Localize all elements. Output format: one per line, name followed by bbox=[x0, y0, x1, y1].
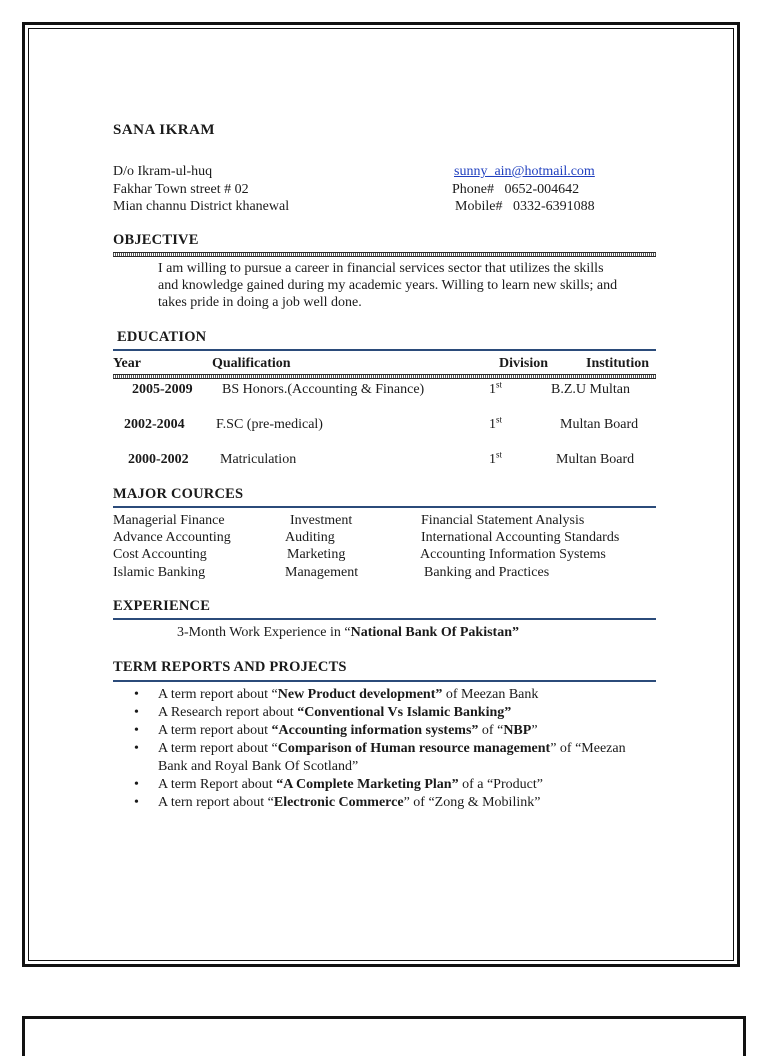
list-item: • A term report about “New Product development” of Meezan Bank bbox=[134, 687, 539, 702]
edu-institution: Multan Board bbox=[556, 452, 635, 467]
col-header-division: Division bbox=[499, 356, 549, 371]
edu-qualification: Matriculation bbox=[220, 452, 297, 467]
phone-label: Phone# bbox=[452, 182, 494, 197]
edu-division: 1st bbox=[489, 449, 503, 467]
experience-rule bbox=[113, 618, 656, 620]
edu-division: 1st bbox=[489, 379, 503, 397]
address-line: D/o Ikram-ul-huq bbox=[113, 164, 213, 179]
edu-qualification: F.SC (pre-medical) bbox=[216, 417, 323, 432]
bullet-icon: • bbox=[134, 741, 139, 756]
col-header-qualification: Qualification bbox=[212, 356, 291, 371]
phone-value: 0652-004642 bbox=[504, 182, 580, 197]
list-item: • A term Report about “A Complete Marketing Plan” of a “Product” bbox=[134, 777, 543, 792]
objective-text-line: and knowledge gained during my academic years. Willing to learn new skills; and bbox=[158, 278, 618, 293]
objective-text-line: takes pride in doing a job well done. bbox=[158, 295, 362, 310]
courses-rule bbox=[113, 506, 656, 508]
course-item: Advance Accounting bbox=[113, 530, 231, 545]
edu-year: 2000-2002 bbox=[128, 452, 189, 467]
course-item: Auditing bbox=[285, 530, 335, 545]
address-line: Fakhar Town street # 02 bbox=[113, 182, 249, 197]
bullet-icon: • bbox=[134, 795, 139, 810]
course-item: Marketing bbox=[287, 547, 346, 562]
education-rule bbox=[113, 349, 656, 351]
course-item: Accounting Information Systems bbox=[420, 547, 606, 562]
mobile-value: 0332-6391088 bbox=[512, 199, 595, 214]
edu-year: 2002-2004 bbox=[124, 417, 185, 432]
course-item: Islamic Banking bbox=[113, 565, 206, 580]
edu-institution: B.Z.U Multan bbox=[551, 382, 630, 397]
reports-rule bbox=[113, 680, 656, 682]
email-link[interactable]: sunny_ain@hotmail.com bbox=[454, 164, 595, 179]
mobile-line bbox=[455, 199, 595, 215]
objective-text-line: I am willing to pursue a career in financial services sector that utilizes the skills bbox=[158, 261, 604, 276]
course-item: Banking and Practices bbox=[424, 565, 550, 580]
edu-year: 2005-2009 bbox=[132, 382, 193, 397]
list-item: • A term report about “Comparison of Human resource management” of “Meezan Bank and Royal Bank Of Scotland” bbox=[134, 741, 626, 774]
objective-rule bbox=[113, 252, 656, 257]
phone-line bbox=[452, 182, 579, 198]
reports-list bbox=[134, 686, 658, 812]
edu-qualification: BS Honors.(Accounting & Finance) bbox=[222, 382, 425, 397]
experience-line: 3-Month Work Experience in “National Bank Of Pakistan” bbox=[177, 625, 520, 640]
reports-heading: TERM REPORTS AND PROJECTS bbox=[113, 659, 347, 675]
education-heading: EDUCATION bbox=[117, 329, 207, 345]
course-item: Management bbox=[285, 565, 359, 580]
bullet-icon: • bbox=[134, 777, 139, 792]
objective-heading: OBJECTIVE bbox=[113, 232, 199, 248]
edu-institution: Multan Board bbox=[560, 417, 639, 432]
address-line: Mian channu District khanewal bbox=[113, 199, 290, 214]
edu-division: 1st bbox=[489, 414, 503, 432]
bullet-icon: • bbox=[134, 705, 139, 720]
education-header-rule bbox=[113, 374, 656, 379]
candidate-name: SANA IKRAM bbox=[113, 122, 216, 138]
course-item: International Accounting Standards bbox=[421, 530, 620, 545]
courses-heading: MAJOR COURCES bbox=[113, 486, 244, 502]
bullet-icon: • bbox=[134, 687, 139, 702]
experience-heading: EXPERIENCE bbox=[113, 598, 211, 614]
bullet-icon: • bbox=[134, 723, 139, 738]
col-header-institution: Institution bbox=[586, 356, 650, 371]
experience-org: National Bank Of Pakistan bbox=[350, 625, 513, 640]
col-header-year: Year bbox=[113, 356, 141, 371]
list-item: • A tern report about “Electronic Commerce” of “Zong & Mobilink” bbox=[134, 795, 541, 810]
course-item: Cost Accounting bbox=[113, 547, 207, 562]
next-page-border bbox=[22, 1016, 746, 1056]
course-item: Managerial Finance bbox=[113, 513, 225, 528]
course-item: Financial Statement Analysis bbox=[421, 513, 585, 528]
list-item: • A Research report about “Conventional Vs Islamic Banking” bbox=[134, 705, 512, 720]
course-item: Investment bbox=[290, 513, 353, 528]
list-item: • A term report about “Accounting information systems” of “NBP” bbox=[134, 723, 538, 738]
mobile-label: Mobile# bbox=[455, 199, 503, 214]
